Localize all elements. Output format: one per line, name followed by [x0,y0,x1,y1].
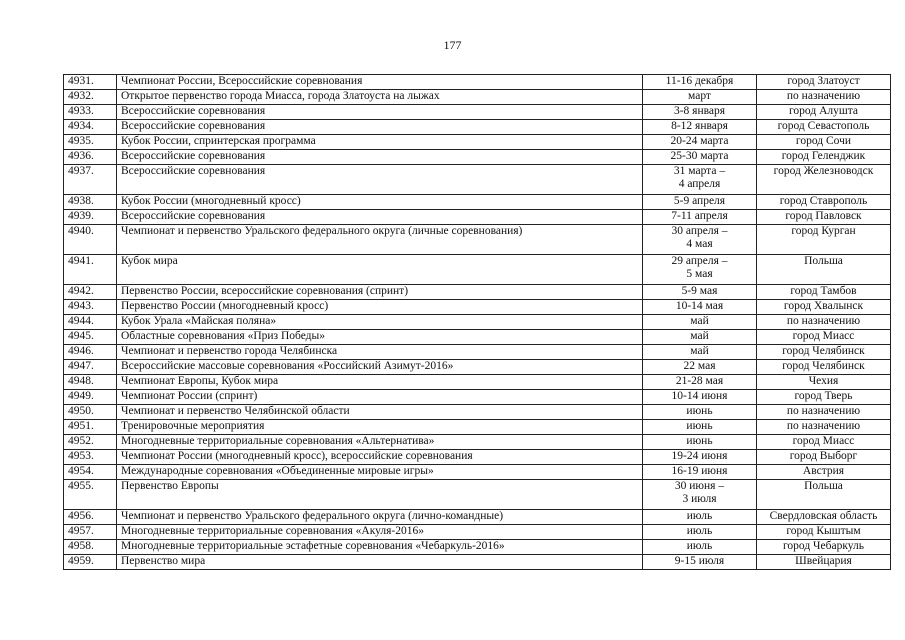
table-row [64,285,891,300]
event-place-cell [757,465,891,480]
event-place-cell [757,210,891,225]
row-number-text: 4948. [68,375,94,387]
event-name-cell [117,420,643,435]
event-place-cell [757,510,891,525]
table-row [64,330,891,345]
row-number-cell [64,165,117,195]
event-date-text: июнь [686,405,713,417]
event-name-text: Многодневные территориальные соревнования «Акуля-2016» [121,525,424,537]
table-row [64,300,891,315]
event-place-text: по назначению [786,315,861,327]
row-number-text: 4935. [68,135,94,147]
event-date-cell [643,555,757,570]
event-date-text: июль [686,540,713,552]
event-name-text: Всероссийские соревнования [121,120,266,132]
row-number-cell [64,315,117,330]
event-name-text: Кубок России (многодневный кросс) [121,195,301,207]
row-number-cell [64,465,117,480]
row-number-text: 4959. [68,555,94,567]
row-number-cell [64,225,117,255]
event-name-cell [117,525,643,540]
event-date-cell [643,525,757,540]
event-place-text: город Курган [791,225,856,237]
row-number-cell [64,150,117,165]
row-number-cell [64,90,117,105]
table-row [64,465,891,480]
row-number-cell [64,195,117,210]
row-number-cell [64,135,117,150]
event-name-cell [117,330,643,345]
event-place-text: город Златоуст [787,75,860,87]
event-name-text: Международные соревнования «Объединенные мировые игры» [121,465,434,477]
event-name-cell [117,195,643,210]
event-place-text: город Геленджик [781,150,866,162]
event-date-text: 30 июня – 3 июля [674,480,725,505]
event-place-text: Австрия [802,465,845,477]
event-place-cell [757,390,891,405]
event-place-cell [757,435,891,450]
event-date-cell [643,255,757,285]
row-number-cell [64,120,117,135]
table-row [64,315,891,330]
row-number-cell [64,510,117,525]
event-place-cell [757,195,891,210]
event-place-text: Швейцария [795,555,852,567]
table-row [64,135,891,150]
event-date-cell [643,105,757,120]
event-name-cell [117,300,643,315]
event-name-text: Всероссийские массовые соревнования «Российский Азимут-2016» [121,360,454,372]
event-name-cell [117,345,643,360]
table-row [64,360,891,375]
table-row [64,150,891,165]
event-date-text: июль [686,510,713,522]
event-date-cell [643,435,757,450]
event-date-text: 10-14 мая [675,300,724,312]
row-number-text: 4931. [68,75,94,87]
event-place-cell [757,420,891,435]
row-number-text: 4943. [68,300,94,312]
row-number-cell [64,360,117,375]
event-date-cell [643,135,757,150]
row-number-text: 4932. [68,90,94,102]
event-date-cell [643,405,757,420]
event-place-text: город Миасс [792,435,855,447]
event-name-text: Первенство России, всероссийские соревнования (спринт) [121,285,409,297]
event-place-text: город Выборг [789,450,858,462]
event-name-cell [117,285,643,300]
row-number-cell [64,450,117,465]
event-name-text: Первенство мира [121,555,206,567]
row-number-text: 4952. [68,435,94,447]
event-place-cell [757,480,891,510]
event-date-cell [643,225,757,255]
table-row [64,540,891,555]
event-name-cell [117,75,643,90]
table-row [64,480,891,510]
table-row [64,525,891,540]
event-date-cell [643,420,757,435]
event-name-text: Чемпионат России (многодневный кросс), всероссийские соревнования [121,450,473,462]
event-place-cell [757,450,891,465]
row-number-cell [64,75,117,90]
event-place-cell [757,555,891,570]
event-name-text: Чемпионат России (спринт) [121,390,258,402]
event-name-cell [117,255,643,285]
event-place-text: город Челябинск [782,360,865,372]
event-date-cell [643,465,757,480]
event-name-text: Областные соревнования «Приз Победы» [121,330,326,342]
event-date-text: 5-9 мая [681,285,718,297]
row-number-text: 4955. [68,480,94,492]
event-name-text: Чемпионат России, Всероссийские соревнования [121,75,363,87]
event-place-text: город Севастополь [777,120,870,132]
event-place-text: Чехия [808,375,839,387]
table-row [64,390,891,405]
event-date-text: 31 марта – 4 апреля [673,165,726,190]
event-date-text: 25-30 марта [670,150,729,162]
event-date-cell [643,90,757,105]
row-number-cell [64,390,117,405]
row-number-cell [64,540,117,555]
event-place-cell [757,225,891,255]
event-date-cell [643,540,757,555]
event-date-cell [643,315,757,330]
row-number-text: 4946. [68,345,94,357]
row-number-text: 4940. [68,225,94,237]
row-number-cell [64,255,117,285]
row-number-text: 4944. [68,315,94,327]
event-name-text: Первенство Европы [121,480,219,492]
row-number-text: 4947. [68,360,94,372]
event-place-cell [757,360,891,375]
event-name-text: Многодневные территориальные эстафетные соревнования «Чебаркуль-2016» [121,540,505,552]
row-number-text: 4936. [68,150,94,162]
row-number-text: 4945. [68,330,94,342]
row-number-text: 4951. [68,420,94,432]
table-row [64,420,891,435]
event-name-cell [117,450,643,465]
event-name-cell [117,480,643,510]
event-place-text: по назначению [786,90,861,102]
event-place-text: город Тамбов [790,285,857,297]
event-place-text: город Ставрополь [779,195,868,207]
table-row [64,450,891,465]
row-number-text: 4942. [68,285,94,297]
event-name-text: Тренировочные мероприятия [121,420,265,432]
event-place-cell [757,540,891,555]
event-date-text: март [688,90,711,102]
event-name-cell [117,120,643,135]
event-date-text: 22 мая [683,360,716,372]
event-place-text: Польша [804,255,843,267]
table-row [64,210,891,225]
table-row [64,405,891,420]
row-number-cell [64,375,117,390]
event-name-text: Чемпионат и первенство города Челябинска [121,345,338,357]
event-place-text: город Челябинск [782,345,865,357]
row-number-cell [64,285,117,300]
row-number-text: 4958. [68,540,94,552]
table-row [64,255,891,285]
event-place-text: по назначению [786,420,861,432]
event-name-cell [117,405,643,420]
table-row [64,90,891,105]
event-place-cell [757,525,891,540]
event-name-cell [117,435,643,450]
event-place-text: Польша [804,480,843,492]
event-name-cell [117,555,643,570]
event-date-text: 29 апреля – 5 мая [671,255,728,280]
event-date-cell [643,330,757,345]
event-date-cell [643,390,757,405]
event-name-cell [117,135,643,150]
event-date-text: май [690,330,709,342]
event-date-text: май [690,315,709,327]
event-place-cell [757,150,891,165]
event-date-cell [643,75,757,90]
table-row [64,195,891,210]
event-date-text: 21-28 мая [675,375,724,387]
event-date-cell [643,345,757,360]
row-number-cell [64,105,117,120]
event-date-cell [643,360,757,375]
event-name-text: Кубок мира [121,255,178,267]
table-row [64,75,891,90]
event-date-text: май [690,345,709,357]
event-name-cell [117,165,643,195]
row-number-cell [64,405,117,420]
event-place-cell [757,90,891,105]
event-date-text: 19-24 июня [671,450,728,462]
event-place-cell [757,285,891,300]
event-place-cell [757,405,891,420]
row-number-text: 4933. [68,105,94,117]
row-number-cell [64,525,117,540]
event-date-text: 7-11 апреля [671,210,728,222]
table-row [64,345,891,360]
event-place-text: город Хвалынск [783,300,864,312]
event-name-cell [117,510,643,525]
event-place-cell [757,120,891,135]
event-date-cell [643,150,757,165]
table-row [64,375,891,390]
row-number-text: 4957. [68,525,94,537]
event-date-text: 5-9 апреля [673,195,726,207]
event-place-cell [757,255,891,285]
event-date-cell [643,120,757,135]
event-name-text: Кубок России, спринтерская программа [121,135,316,147]
event-date-text: 20-24 марта [670,135,729,147]
event-place-cell [757,135,891,150]
page-number: 177 [443,38,462,52]
event-place-cell [757,300,891,315]
event-name-cell [117,360,643,375]
event-date-cell [643,195,757,210]
row-number-cell [64,420,117,435]
event-name-text: Открытое первенство города Миасса, города Златоуста на лыжах [121,90,440,102]
event-name-cell [117,210,643,225]
event-place-text: город Павловск [785,210,862,222]
event-place-text: Свердловская область [769,510,878,522]
event-name-text: Многодневные территориальные соревнования «Альтернатива» [121,435,435,447]
event-date-cell [643,375,757,390]
row-number-cell [64,300,117,315]
row-number-text: 4953. [68,450,94,462]
row-number-text: 4954. [68,465,94,477]
event-date-text: 10-14 июня [671,390,728,402]
row-number-text: 4939. [68,210,94,222]
event-name-text: Чемпионат и первенство Челябинской области [121,405,350,417]
event-date-text: 16-19 июня [671,465,728,477]
event-date-cell [643,510,757,525]
event-name-text: Всероссийские соревнования [121,210,266,222]
row-number-text: 4937. [68,165,94,177]
event-name-text: Всероссийские соревнования [121,150,266,162]
events-table-body [64,75,891,570]
event-name-text: Чемпионат и первенство Уральского федерального округа (лично-командные) [121,510,504,522]
table-row [64,105,891,120]
event-name-cell [117,90,643,105]
event-date-cell [643,450,757,465]
table-row [64,165,891,195]
event-name-text: Всероссийские соревнования [121,105,266,117]
event-date-text: июнь [686,435,713,447]
event-date-cell [643,300,757,315]
event-name-cell [117,375,643,390]
event-place-text: город Миасс [792,330,855,342]
row-number-text: 4941. [68,255,94,267]
event-date-text: 3-8 января [673,105,726,117]
event-place-cell [757,75,891,90]
event-place-cell [757,105,891,120]
event-name-cell [117,540,643,555]
row-number-text: 4934. [68,120,94,132]
event-date-text: июль [686,525,713,537]
event-place-cell [757,315,891,330]
row-number-cell [64,210,117,225]
event-date-text: июнь [686,420,713,432]
event-date-text: 9-15 июля [674,555,725,567]
event-place-cell [757,375,891,390]
event-date-text: 8-12 января [671,120,728,132]
event-name-cell [117,465,643,480]
event-place-text: город Кыштым [786,525,861,537]
event-name-text: Кубок Урала «Майская поляна» [121,315,277,327]
event-date-cell [643,165,757,195]
event-name-text: Чемпионат Европы, Кубок мира [121,375,279,387]
table-row [64,510,891,525]
events-table [63,74,891,570]
row-number-cell [64,480,117,510]
event-place-cell [757,330,891,345]
event-date-cell [643,285,757,300]
table-row [64,555,891,570]
event-date-cell [643,480,757,510]
event-date-cell [643,210,757,225]
event-place-text: город Железноводск [773,165,874,177]
row-number-text: 4956. [68,510,94,522]
row-number-text: 4938. [68,195,94,207]
event-name-text: Чемпионат и первенство Уральского федерального округа (личные соревнования) [121,225,523,237]
event-name-cell [117,315,643,330]
event-place-cell [757,345,891,360]
event-name-cell [117,390,643,405]
row-number-cell [64,435,117,450]
row-number-cell [64,555,117,570]
row-number-text: 4949. [68,390,94,402]
row-number-cell [64,345,117,360]
event-name-cell [117,150,643,165]
event-name-text: Всероссийские соревнования [121,165,266,177]
table-row [64,225,891,255]
event-date-text: 30 апреля – 4 мая [671,225,728,250]
table-row [64,435,891,450]
event-date-text: 11-16 декабря [665,75,734,87]
event-place-text: по назначению [786,405,861,417]
event-place-text: город Тверь [794,390,853,402]
event-place-text: город Сочи [795,135,852,147]
event-place-text: город Чебаркуль [782,540,864,552]
event-name-cell [117,225,643,255]
event-name-cell [117,105,643,120]
event-place-cell [757,165,891,195]
event-name-text: Первенство России (многодневный кросс) [121,300,329,312]
table-row [64,120,891,135]
row-number-cell [64,330,117,345]
event-place-text: город Алушта [789,105,858,117]
row-number-text: 4950. [68,405,94,417]
